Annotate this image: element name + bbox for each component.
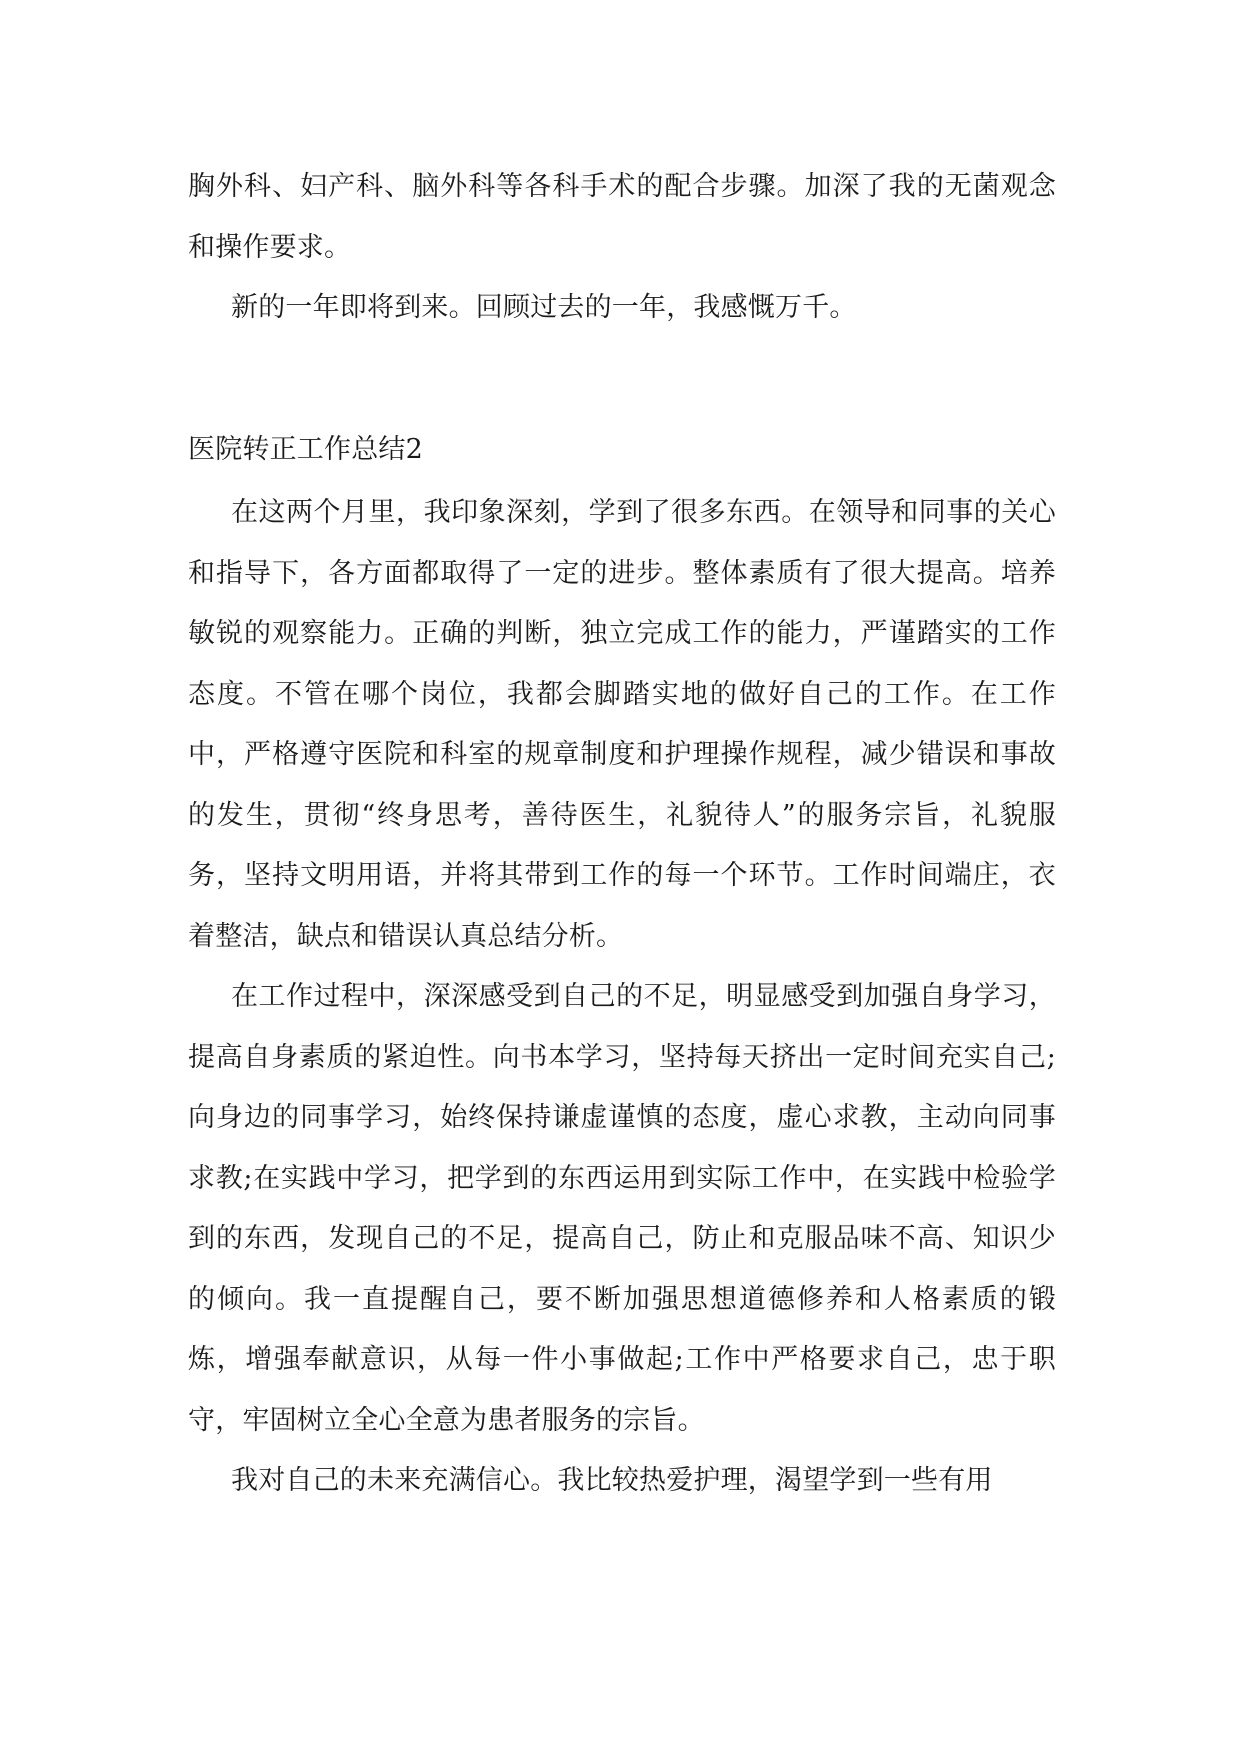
section-heading: 医院转正工作总结2 bbox=[188, 434, 423, 465]
section-body bbox=[188, 483, 1056, 1512]
body-paragraph-3: 我对自己的未来充满信心。我比较热爱护理，渴望学到一些有用 bbox=[231, 1465, 993, 1496]
closing-paragraph: 新的一年即将到来。回顾过去的一年，我感慨万千。 bbox=[231, 292, 857, 323]
section-heading-block bbox=[188, 420, 1056, 481]
body-paragraph-1: 在这两个月里，我印象深刻，学到了很多东西。在领导和同事的关心和指导下，各方面都取得了一定的进步。整体素质有了很大提高。培养敏锐的观察能力。正确的判断，独立完成工作的能力，严谨踏实的工作态度。不管在哪个岗位，我都会脚踏实地的做好自己的工作。在工作中，严格遵守医院和科室的规章制度和护理操作规程，减少错误和事故的发生，贯彻“终身思考，善待医生，礼貌待人”的服务宗旨，礼貌服务，坚持文明用语，并将其带到工作的每一个环节。工作时间端庄，衣着整洁，缺点和错误认真总结分析。 bbox=[188, 497, 1056, 952]
body-paragraph-2: 在工作过程中，深深感受到自己的不足，明显感受到加强自身学习，提高自身素质的紧迫性。向书本学习，坚持每天挤出一定时间充实自己;向身边的同事学习，始终保持谦虚谨慎的态度，虚心求教，主动向同事求教;在实践中学习，把学到的东西运用到实际工作中，在实践中检验学到的东西，发现自己的不足，提高自己，防止和克服品味不高、知识少的倾向。我一直提醒自己，要不断加强思想道德修养和人格素质的锻炼，增强奉献意识，从每一件小事做起;工作中严格要求自己，忠于职守，牢固树立全心全意为患者服务的宗旨。 bbox=[188, 981, 1056, 1436]
previous-section-tail bbox=[188, 157, 1056, 339]
continued-paragraph: 胸外科、妇产科、脑外科等各科手术的配合步骤。加深了我的无菌观念和操作要求。 bbox=[188, 171, 1056, 263]
